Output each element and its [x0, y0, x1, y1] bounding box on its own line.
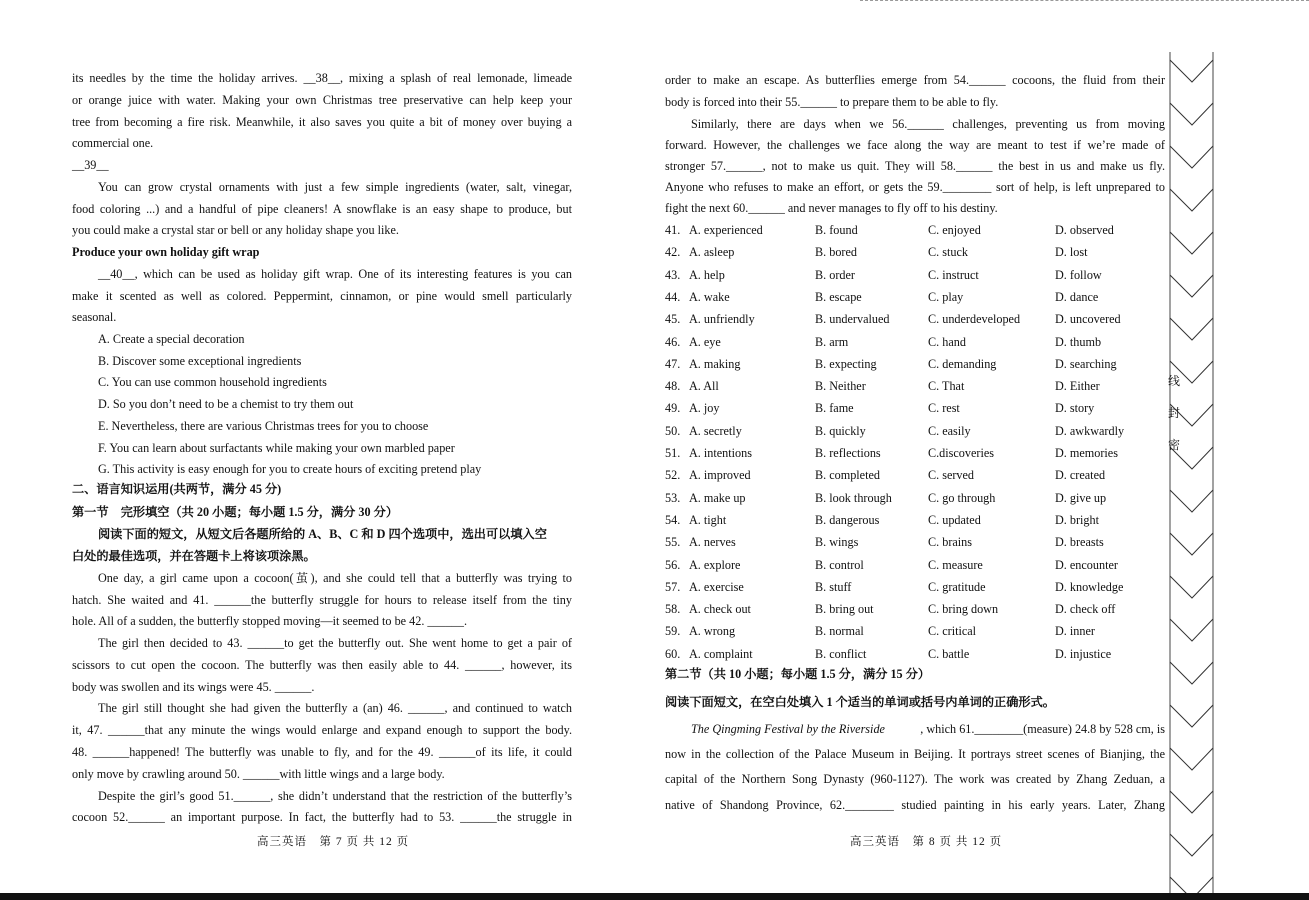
option-c: C. battle	[928, 646, 970, 661]
option-a: A. improved	[689, 468, 751, 483]
option-b: B. quickly	[815, 423, 866, 438]
question-number: 52.	[665, 468, 681, 483]
scan-edge	[0, 893, 1309, 900]
question-number: 49.	[665, 401, 681, 416]
option-b: B. wings	[815, 535, 859, 550]
option-c: C. That	[928, 379, 965, 394]
question-number: 51.	[665, 446, 681, 460]
option-a: A. joy	[689, 401, 720, 416]
option-a: A. wrong	[689, 624, 736, 639]
text-line: hole. All of a sudden, the butterfly stopped moving—it seemed to be 42. ______.	[72, 614, 468, 628]
question-number: 42.	[665, 245, 681, 260]
top-dashed-rule	[860, 0, 1309, 2]
option-c: C. measure	[928, 557, 983, 572]
option-a: A. secretly	[689, 423, 742, 438]
text-line: cocoon 52.______ an important purpose. In fact, the butterfly had to 53. ______the struggle in	[72, 810, 572, 824]
option-c: C. bring down	[928, 602, 999, 617]
text-line: hatch. She waited and 41. ______the butterfly struggle for hours to release itself from the tiny	[72, 593, 572, 607]
option-c: C. easily	[928, 423, 971, 438]
option-b: B. order	[815, 267, 855, 282]
text-line: stronger 57.______, not to make us quit. They will 58.______ the best in us and make us fly.	[665, 159, 1165, 173]
question-number: 56.	[665, 557, 681, 572]
option-b: B. look through	[815, 490, 892, 505]
option-d: D. memories	[1055, 446, 1118, 460]
option-d: D. encounter	[1055, 557, 1118, 572]
option-a: A. unfriendly	[689, 312, 755, 327]
seal-char: 密	[1168, 438, 1181, 452]
part-heading: 二、语言知识运用(共两节，满分 45 分)	[72, 482, 282, 496]
option-a: A. make up	[689, 490, 746, 505]
text-span: , which 61.________(measure) 24.8 by 528 cm, is	[920, 722, 1165, 736]
question-number: 44.	[665, 289, 681, 304]
option-a: A. explore	[689, 557, 741, 572]
instruction-line: 阅读下面短文，在空白处填入 1 个适当的单词或括号内单词的正确形式。	[665, 695, 1055, 709]
option-line: B. Discover some exceptional ingredients	[98, 354, 302, 368]
text-line: capital of the Northern Song Dynasty (960-1127). The work was created by Zhang Zeduan, a	[665, 772, 1165, 786]
question-number: 41.	[665, 223, 681, 237]
option-a: A. complaint	[689, 646, 753, 661]
option-c: C. rest	[928, 401, 960, 416]
option-b: B. completed	[815, 468, 880, 483]
option-d: D. awkwardly	[1055, 423, 1125, 438]
text-line: now in the collection of the Palace Museum in Beijing. It portrays street scenes of Bianjing, the	[665, 747, 1165, 761]
option-b: B. arm	[815, 334, 849, 349]
seal-char: 线	[1168, 374, 1181, 388]
option-c: C. enjoyed	[928, 223, 981, 237]
section-heading: 第二节（共 10 小题；每小题 1.5 分，满分 15 分）	[665, 667, 931, 681]
text-line: seasonal.	[72, 310, 117, 324]
option-c: C. instruct	[928, 267, 979, 282]
text-line: it, 47. ______that any minute the wings would enlarge and expand enough to support the body.	[72, 723, 572, 737]
option-line: F. You can learn about surfactants while making your own marbled paper	[98, 441, 455, 455]
passage-first-line	[691, 721, 1165, 737]
question-number: 53.	[665, 490, 681, 505]
binding-margin-chevrons	[1165, 52, 1215, 900]
question-number: 47.	[665, 356, 681, 371]
text-line: you could make a crystal star or bell or any holiday shape you like.	[72, 223, 399, 237]
option-d: D. uncovered	[1055, 312, 1121, 327]
text-line: Despite the girl’s good 51.______, she didn’t understand that the restriction of the butterfly’s	[98, 789, 572, 803]
question-number: 55.	[665, 535, 681, 550]
option-d: D. inner	[1055, 624, 1095, 639]
instruction-line: 阅读下面的短文，从短文后各题所给的 A、B、C 和 D 四个选项中，选出可以填入空	[98, 527, 547, 541]
painting-title: The Qingming Festival by the Riverside	[691, 722, 885, 736]
option-line: D. So you don’t need to be a chemist to try them out	[98, 397, 354, 411]
option-line: E. Nevertheless, there are various Christmas trees for you to choose	[98, 419, 429, 433]
option-a: A. intentions	[689, 446, 752, 460]
option-c: C. play	[928, 289, 964, 304]
option-d: D. injustice	[1055, 646, 1112, 661]
section-heading: Produce your own holiday gift wrap	[72, 245, 260, 259]
instruction-line: 白处的最佳选项，并在答题卡上将该项涂黑。	[72, 549, 316, 563]
option-a: A. nerves	[689, 535, 736, 550]
text-line: make it scented as well as colored. Peppermint, cinnamon, or pine would smell particularly	[72, 289, 572, 303]
option-c: C. underdeveloped	[928, 312, 1021, 327]
question-number: 58.	[665, 602, 681, 617]
seal-char: 封	[1168, 406, 1181, 420]
option-c: C. updated	[928, 512, 981, 527]
question-number: 60.	[665, 646, 681, 661]
option-b: B. normal	[815, 624, 864, 639]
text-line: body is forced into their 55.______ to prepare them to be able to fly.	[665, 95, 999, 109]
option-b: B. expecting	[815, 356, 877, 371]
option-c: C. demanding	[928, 356, 997, 371]
text-line: Anyone who refuses to make an effort, or gets the 59.________ sort of help, is left unprepared to	[665, 180, 1165, 194]
option-b: B. Neither	[815, 379, 866, 394]
question-number: 43.	[665, 267, 681, 282]
option-b: B. reflections	[815, 446, 881, 460]
text-line: native of Shandong Province, 62.________ studied painting in his early years. Later, Zhang	[665, 798, 1165, 812]
option-b: B. stuff	[815, 579, 852, 594]
text-line: only move by crawling around 50. ______with little wings and a large body.	[72, 767, 445, 781]
option-d: D. lost	[1055, 245, 1088, 260]
page-footer: 高三英语 第 7 页 共 12 页	[257, 836, 410, 848]
option-d: D. follow	[1055, 267, 1102, 282]
option-c: C. hand	[928, 334, 966, 349]
option-d: D. searching	[1055, 356, 1117, 371]
option-d: D. observed	[1055, 223, 1114, 237]
option-d: D. Either	[1055, 379, 1100, 394]
question-number: 54.	[665, 512, 681, 527]
option-a: A. help	[689, 267, 725, 282]
question-number: 48.	[665, 379, 681, 394]
text-line: fight the next 60.______ and never manages to fly off to his destiny.	[665, 201, 998, 215]
option-b: B. control	[815, 557, 864, 572]
option-a: A. making	[689, 356, 741, 371]
option-a: A. exercise	[689, 579, 744, 594]
option-b: B. escape	[815, 289, 862, 304]
option-d: D. created	[1055, 468, 1106, 483]
option-d: D. story	[1055, 401, 1095, 416]
option-line: G. This activity is easy enough for you to create hours of exciting pretend play	[98, 462, 482, 476]
text-line: scissors to cut open the cocoon. The butterfly was then easily able to 44. ______, however, its	[72, 658, 572, 672]
text-line: forward. However, the challenges we face along the way are meant to test if we’re made of	[665, 138, 1165, 152]
option-d: D. give up	[1055, 490, 1107, 505]
text-line: its needles by the time the holiday arrives. __38__, mixing a splash of real lemonade, limeade	[72, 71, 572, 85]
option-d: D. knowledge	[1055, 579, 1124, 594]
text-line: commercial one.	[72, 136, 154, 150]
text-line: or orange juice with water. Making your own Christmas tree preservative can help keep your	[72, 93, 572, 107]
option-c: C. critical	[928, 624, 977, 639]
option-a: A. eye	[689, 334, 721, 349]
option-c: C. brains	[928, 535, 973, 550]
option-line: A. Create a special decoration	[98, 332, 245, 346]
option-c: C. gratitude	[928, 579, 986, 594]
text-line: __40__, which can be used as holiday gift wrap. One of its interesting features is you can	[98, 267, 572, 281]
option-c: C. go through	[928, 490, 996, 505]
option-c: C. stuck	[928, 245, 968, 260]
option-b: B. bring out	[815, 602, 874, 617]
option-b: B. undervalued	[815, 312, 890, 327]
text-line: body was swollen and its wings were 45. ______.	[72, 680, 315, 694]
option-d: D. check off	[1055, 602, 1116, 617]
text-line: One day, a girl came upon a cocoon(茧), and she could tell that a butterfly was trying to	[98, 571, 572, 585]
text-line: You can grow crystal ornaments with just a few simple ingredients (water, salt, vinegar,	[98, 180, 572, 194]
option-b: B. bored	[815, 245, 857, 260]
option-a: A. wake	[689, 289, 730, 304]
page-footer: 高三英语 第 8 页 共 12 页	[850, 836, 1003, 848]
option-a: A. All	[689, 379, 719, 394]
text-line: order to make an escape. As butterflies emerge from 54.______ cocoons, the fluid from their	[665, 73, 1165, 87]
option-d: D. dance	[1055, 289, 1099, 304]
text-line: food coloring ...) and a handful of pipe cleaners! A snowflake is an easy shape to produce, but	[72, 202, 572, 216]
option-b: B. conflict	[815, 646, 867, 661]
option-d: D. thumb	[1055, 334, 1102, 349]
option-c: C.discoveries	[928, 446, 995, 460]
question-number: 59.	[665, 624, 681, 639]
option-b: B. dangerous	[815, 512, 880, 527]
text-line: Similarly, there are days when we 56.______ challenges, preventing us from moving	[691, 117, 1165, 131]
question-number: 57.	[665, 579, 681, 594]
option-c: C. served	[928, 468, 975, 483]
question-number: 50.	[665, 423, 681, 438]
option-a: A. asleep	[689, 245, 735, 260]
question-number: 45.	[665, 312, 681, 327]
text-line: tree from becoming a fire risk. Meanwhile, it also saves you quite a bit of money over buying a	[72, 115, 572, 129]
section-heading: 第一节 完形填空（共 20 小题；每小题 1.5 分，满分 30 分）	[72, 505, 399, 519]
option-a: A. tight	[689, 512, 727, 527]
option-b: B. fame	[815, 401, 854, 416]
option-line: C. You can use common household ingredients	[98, 375, 327, 389]
option-d: D. breasts	[1055, 535, 1104, 550]
text-line: The girl then decided to 43. ______to get the butterfly out. She went home to get a pair of	[98, 636, 572, 650]
text-line: 48. ______happened! The butterfly was unable to fly, and for the 49. ______of its life, it could	[72, 745, 572, 759]
question-number: 46.	[665, 334, 681, 349]
text-line: __39__	[72, 158, 109, 172]
option-b: B. found	[815, 223, 858, 237]
option-a: A. experienced	[689, 223, 763, 237]
option-a: A. check out	[689, 602, 751, 617]
text-line: The girl still thought she had given the butterfly a (an) 46. ______, and continued to watch	[98, 701, 572, 715]
option-d: D. bright	[1055, 512, 1100, 527]
